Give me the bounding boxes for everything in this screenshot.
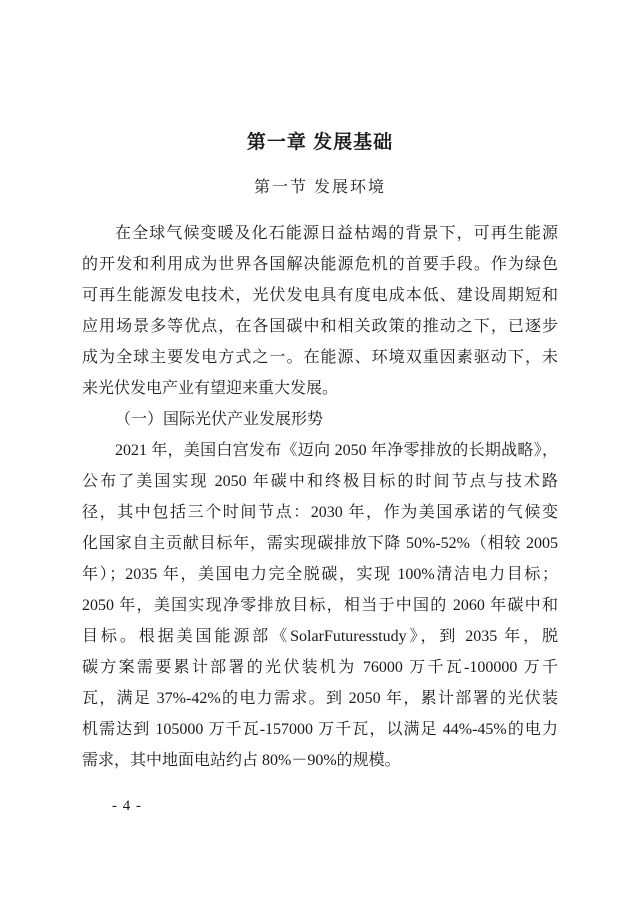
body-text-line: 碳方案需要累计部署的光伏装机为 76000 万千瓦-100000 万千	[82, 659, 558, 676]
body-text-line: 应用场景多等优点，在各国碳中和相关政策的推动之下，已逐步	[82, 318, 558, 335]
body-text-line: 机需达到 105000 万千瓦-157000 万千瓦，以满足 44%-45%的电力	[82, 721, 558, 738]
body-text-line: 的开发和利用成为世界各国解决能源危机的首要手段。作为绿色	[82, 256, 558, 273]
body-text-line: 在全球气候变暖及化石能源日益枯竭的背景下，可再生能源	[115, 225, 558, 242]
body-text-line: 公布了美国实现 2050 年碳中和终极目标的时间节点与技术路	[82, 473, 558, 490]
body-text-line: 可再生能源发电技术，光伏发电具有度电成本低、建设周期短和	[82, 287, 558, 304]
body-text-line: （一）国际光伏产业发展形势	[115, 411, 324, 428]
body-text	[82, 218, 558, 776]
body-text-line: 需求，其中地面电站约占 80%－90%的规模。	[82, 752, 401, 769]
body-text-line: 成为全球主要发电方式之一。在能源、环境双重因素驱动下，未	[82, 349, 558, 366]
body-text-line: 年）；2035 年，美国电力完全脱碳，实现 100%清洁电力目标；	[82, 566, 558, 583]
body-text-line: 目标。根据美国能源部《SolarFuturesstudy》，到 2035 年，脱	[82, 628, 558, 645]
body-text-line: 2021 年，美国白宫发布《迈向 2050 年净零排放的长期战略》，	[115, 442, 558, 459]
body-text-line: 化国家自主贡献目标年，需实现碳排放下降 50%-52%（相较 2005	[82, 535, 558, 552]
body-text-line: 2050 年，美国实现净零排放目标，相当于中国的 2060 年碳中和	[82, 597, 558, 614]
section-title: 第一节 发展环境	[253, 179, 386, 196]
chapter-title: 第一章 发展基础	[246, 132, 394, 153]
body-text-line: 瓦，满足 37%-42%的电力需求。到 2050 年，累计部署的光伏装	[82, 690, 558, 707]
page-number: - 4 -	[112, 798, 142, 814]
body-text-line: 来光伏发电产业有望迎来重大发展。	[82, 380, 339, 397]
body-text-line: 径，其中包括三个时间节点：2030 年，作为美国承诺的气候变	[82, 504, 558, 521]
